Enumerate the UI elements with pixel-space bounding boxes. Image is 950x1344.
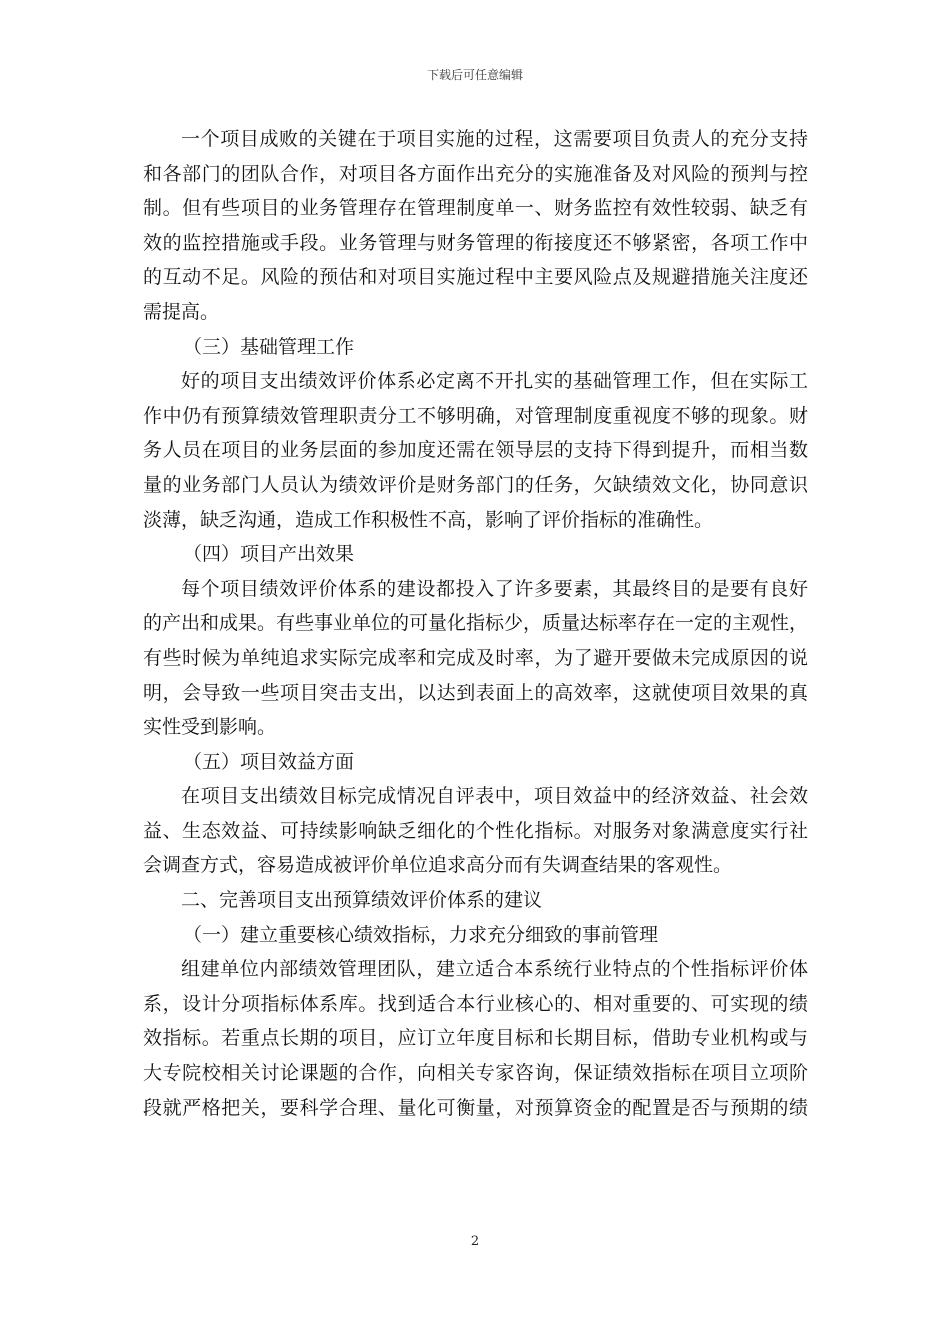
paragraph-line: 和各部门的团队合作，对项目各方面作出充分的实施准备及对风险的预判与控 [143, 162, 808, 185]
paragraph-line: 有些时候为单纯追求实际完成率和完成及时率，为了避开要做未完成原因的说 [143, 646, 808, 669]
paragraph-line: 每个项目绩效评价体系的建设都投入了许多要素，其最终目的是要有良好 [181, 577, 808, 600]
paragraph-line: 的互动不足。风险的预估和对项目实施过程中主要风险点及规避措施关注度还 [143, 266, 808, 289]
paragraph-line: 段就严格把关，要科学合理、量化可衡量，对预算资金的配置是否与预期的绩 [143, 1096, 808, 1119]
document-body [143, 122, 808, 1125]
paragraph-line: 量的业务部门人员认为绩效评价是财务部门的任务，欠缺绩效文化，协同意识 [143, 473, 808, 496]
paragraph-line: 作中仍有预算绩效管理职责分工不够明确，对管理制度重视度不够的现象。财 [143, 404, 808, 427]
paragraph-line: 益、生态效益、可持续影响缺乏细化的个性化指标。对服务对象满意度实行社 [143, 819, 808, 842]
section-heading: （四）项目产出效果 [183, 543, 355, 566]
paragraph-line: 好的项目支出绩效评价体系必定离不开扎实的基础管理工作，但在实际工 [181, 370, 808, 393]
section-heading: （五）项目效益方面 [183, 750, 355, 773]
paragraph-line: 务人员在项目的业务层面的参加度还需在领导层的支持下得到提升，而相当数 [143, 439, 808, 462]
paragraph-line: 大专院校相关讨论课题的合作，向相关专家咨询，保证绩效指标在项目立项阶 [143, 1062, 808, 1085]
paragraph-line: 淡薄，缺乏沟通，造成工作积极性不高，影响了评价指标的准确性。 [143, 508, 714, 531]
paragraph-line: 会调查方式，容易造成被评价单位追求高分而有失调查结果的客观性。 [143, 854, 733, 877]
paragraph-line: 制。但有些项目的业务管理存在管理制度单一、财务监控有效性较弱、缺乏有 [143, 197, 808, 220]
paragraph-line: 在项目支出绩效目标完成情况自评表中，项目效益中的经济效益、社会效 [181, 785, 808, 808]
paragraph-line: 组建单位内部绩效管理团队，建立适合本系统行业特点的个性指标评价体 [181, 958, 808, 981]
paragraph-line: 效指标。若重点长期的项目，应订立年度目标和长期目标，借助专业机构或与 [143, 1027, 808, 1050]
page-header: 下载后可任意编辑 [426, 68, 523, 82]
paragraph-line: 一个项目成败的关键在于项目实施的过程，这需要项目负责人的充分支持 [181, 128, 808, 150]
paragraph-line: 的产出和成果。有些事业单位的可量化指标少，质量达标率存在一定的主观性， [143, 612, 809, 635]
paragraph-line: 明，会导致一些项目突击支出，以达到表面上的高效率，这就使项目效果的真 [143, 681, 808, 704]
section-heading: （三）基础管理工作 [183, 335, 355, 358]
section-heading: （一）建立重要核心绩效指标，力求充分细致的事前管理 [183, 923, 659, 946]
paragraph-line: 需提高。 [143, 300, 220, 323]
paragraph-line: 实性受到影响。 [143, 716, 277, 739]
paragraph-line: 系，设计分项指标体系库。找到适合本行业核心的、相对重要的、可实现的绩 [143, 992, 808, 1015]
section-heading: 二、完善项目支出预算绩效评价体系的建议 [181, 889, 543, 912]
paragraph-line: 效的监控措施或手段。业务管理与财务管理的衔接度还不够紧密，各项工作中 [143, 231, 808, 254]
page-number: 2 [470, 1234, 480, 1249]
